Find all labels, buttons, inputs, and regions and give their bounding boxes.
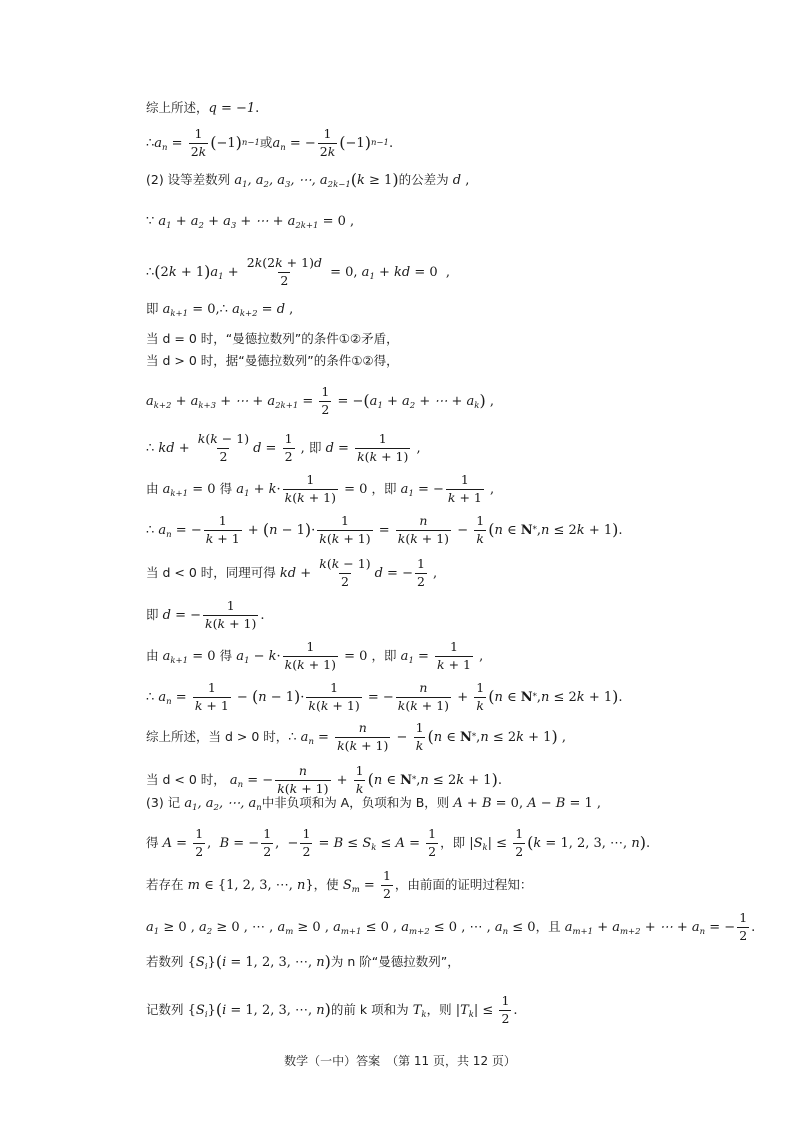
text: 记数列	[146, 1001, 184, 1017]
text: ，且	[535, 918, 561, 934]
line-sum-expansion: ∴ ( 2k + 1 ) $a_1$ + $\frac{2k(2k + 1)d}{2}$ = 0, $a_1$ + kd = 0 ,	[146, 255, 451, 288]
text: ，则	[426, 1001, 452, 1017]
text: 当 d < 0 时，同理可得	[146, 564, 276, 580]
text: 为 n 阶“曼德拉数列”，	[330, 953, 460, 969]
line-an-negative-d: ∴ $a_n$ = $\frac{1}{k + 1}$ − ( n − 1 ) · $\frac{1}{k(k + 1)}$ = − $\frac{n}{k(k + 1)}$ + $\frac{1}{k}$ ( n ∈ N * , n ≤ 2 k + 1 ) .	[146, 680, 623, 713]
text: ，由前面的证明过程知：	[394, 876, 533, 892]
text: 若数列	[146, 953, 184, 969]
text: 综上所述，	[146, 100, 209, 116]
math: q = −1	[208, 101, 256, 116]
text: ，即	[371, 647, 397, 663]
line-a1-value: 由 $a_{k+1}$ = 0 得 $a_1 + k$ · $\frac{1}{k(k + 1)}$ = 0 ，即 $a_1$ = − $\frac{1}{k + 1}$ ,	[146, 472, 495, 505]
or-text: 或	[259, 134, 273, 150]
line-case-d-negative: 当 d < 0 时，同理可得 kd + $\frac{k(k - 1)}{2}$ d = − $\frac{1}{2}$ ,	[146, 556, 438, 589]
text: (2) 设等差数列	[146, 171, 231, 187]
line-summary-negative: 当 d < 0 时， $a_n$ = − $\frac{n}{k(k + 1)}$ + $\frac{1}{k}$ ( n ∈ N * , n ≤ 2 k + 1 ) .	[146, 763, 502, 796]
text: ，即	[440, 834, 466, 850]
line-a1-positive: 由 $a_{k+1}$ = 0 得 $a_1 - k$ · $\frac{1}{k(k + 1)}$ = 0 ，即 $a_1$ = $\frac{1}{k + 1}$ ,	[146, 639, 484, 672]
line-ak1-zero: 即 $a_{k+1}$ = 0,∴ $a_{k+2}$ = d ,	[146, 301, 294, 319]
line-sk-bound: 得 A = $\frac{1}{2}$ , B = − $\frac{1}{2}$ , − $\frac{1}{2}$ = B ≤ $S_k$ ≤ A = $\frac{1}{2}$ ，即 | $S_k$ | ≤ $\frac{1}{2}$ ( k = 1, 2, 3, ⋯, n ) .	[146, 826, 651, 859]
line-part2-intro: (2) 设等差数列 $a_1$, $a_2$, $a_3$, ⋯, $a_{2k-1}$ ( k ≥ 1 ) 的公差为 d ,	[146, 170, 470, 190]
line-tk-bound: 记数列 { $S_i$ } ( i = 1, 2, 3, ⋯, n ) 的前 k 项和为 $T_k$ ，则 | $T_k$ | ≤ $\frac{1}{2}$ .	[146, 993, 518, 1026]
line-part3-intro: (3) 记 $a_1$, $a_2$, ⋯, $a_n$ 中非负项和为 A，负项和为 B，则 A + B = 0, A − B = 1 ,	[146, 795, 602, 813]
line-case-d-zero: 当 d = 0 时，“曼德拉数列”的条件①②矛盾，	[146, 331, 399, 346]
page-footer: 数学（一中）答案 （第 11 页，共 12 页）	[284, 1054, 516, 1068]
text: 即	[146, 301, 159, 317]
line-d-value: ∴ kd + $\frac{k(k - 1)}{2}$ d = $\frac{1}{2}$ , 即 d = $\frac{1}{k(k + 1)}$ ,	[146, 431, 421, 464]
text: 得	[219, 647, 233, 663]
text: 中非负项和为 A，负项和为 B，则	[261, 795, 450, 811]
line-sum-zero: ∵ $a_1 + a_2 + a_3$ + ⋯ + $a_{2k+1}$ = 0 ,	[146, 214, 355, 231]
text: ，即	[371, 480, 397, 496]
line-sequence-si: 若数列 { $S_i$ } ( i = 1, 2, 3, ⋯, n ) 为 n 阶“曼德拉数列”，	[146, 952, 460, 972]
text: 由	[146, 647, 159, 663]
text: 即	[308, 439, 322, 455]
line-case-d-positive: 当 d > 0 时，据“曼德拉数列”的条件①②得，	[146, 353, 399, 368]
text: 的前 k 项和为	[330, 1001, 409, 1017]
line-summary-positive: 综上所述，当 d > 0 时， ∴ $a_n$ = $\frac{n}{k(k + 1)}$ − $\frac{1}{k}$ ( n ∈ N * , n ≤ 2 k + 1 ) ,	[146, 720, 566, 753]
line-sign-conditions: $a_1$ ≥ 0 , $a_2$ ≥ 0 , ⋯ , $a_m$ ≥ 0 , $a_{m+1}$ ≤ 0 , $a_{m+2}$ ≤ 0 , ⋯ , $a_n$ ≤ 0 ，且 $a_{m+1} + a_{m+2}$ + ⋯ + $a_n$ = − $\frac{1}{2}$ .	[146, 910, 756, 943]
text: 得	[146, 834, 159, 850]
line-summary-q: 综上所述， q = −1 .	[146, 100, 260, 116]
text: 当 d < 0 时，	[146, 771, 226, 787]
line-an-positive-d: ∴ $a_n$ = − $\frac{1}{k + 1}$ + ( n − 1 ) · $\frac{1}{k(k + 1)}$ = $\frac{n}{k(k + 1)}$ − $\frac{1}{k}$ ( n ∈ N * , n ≤ 2 k + 1 ) .	[146, 513, 623, 546]
line-d-negative-value: 即 d = − $\frac{1}{k(k + 1)}$ .	[146, 598, 265, 631]
line-an-formula: ∴ $a_n$ = $\frac{1}{2k}$ ( −1 ) n−1 或 $a_n$ = − $\frac{1}{2k}$ ( −1 ) n−1 .	[146, 126, 394, 159]
line-upper-sum: $a_{k+2} + a_{k+3}$ + ⋯ + $a_{2k+1}$ = $\frac{1}{2}$ = − ( $a_1 + a_2$ + ⋯ + $a_k$ ) ,	[146, 384, 494, 417]
text: 由	[146, 480, 159, 496]
text: 得	[219, 480, 233, 496]
text: ，使	[313, 876, 339, 892]
text: 的公差为	[398, 171, 449, 187]
text: 即	[146, 606, 159, 622]
text: 若存在	[146, 876, 184, 892]
text: (3) 记	[146, 795, 181, 811]
line-exists-m: 若存在 m ∈ {1, 2, 3, ⋯, n } ，使 $S_m$ = $\frac{1}{2}$ ，由前面的证明过程知：	[146, 868, 533, 901]
text: 综上所述，当 d > 0 时，	[146, 728, 289, 744]
